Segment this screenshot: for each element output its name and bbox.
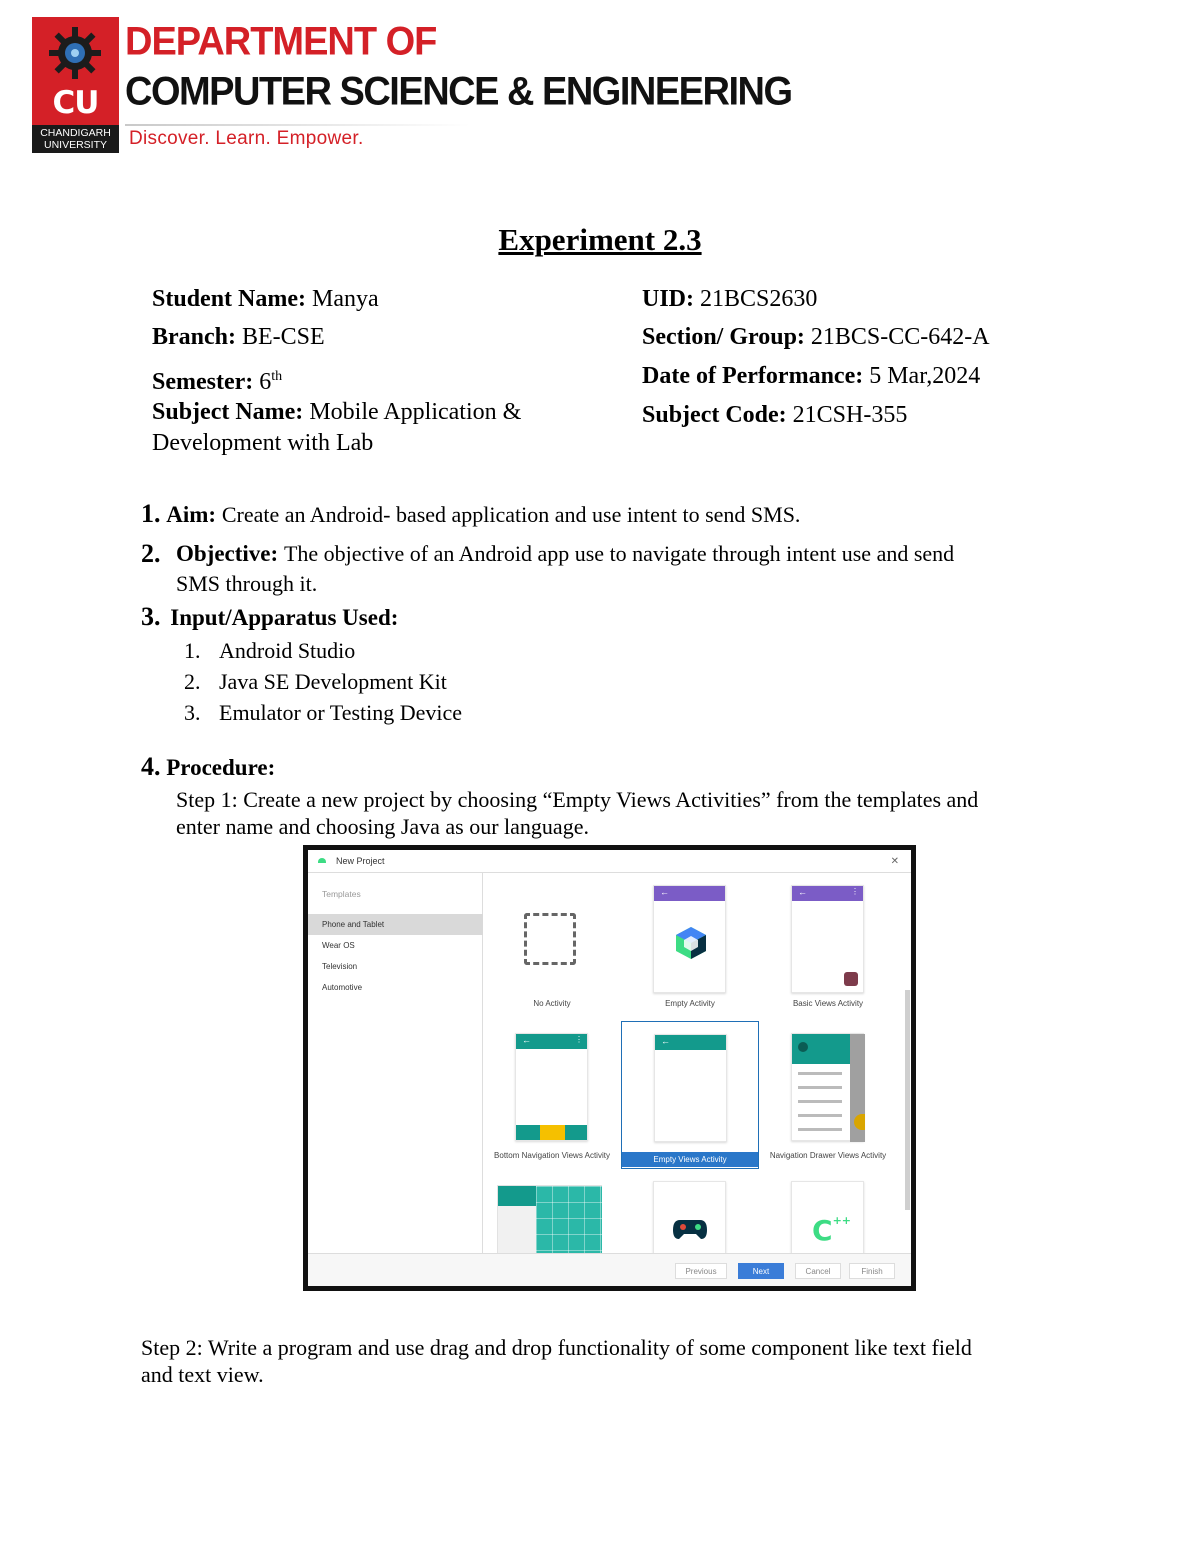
student-name-row — [152, 284, 379, 315]
semester-value: 6 — [259, 369, 272, 395]
aim-text: Create an Android- based application and use intent to send SMS. — [221, 502, 801, 527]
window-title-bar — [308, 850, 911, 873]
template-empty-activity[interactable] — [621, 873, 759, 1021]
tagline: Discover. Learn. Empower. — [129, 128, 364, 149]
subject-code-row — [642, 400, 907, 431]
semester-suffix: th — [271, 369, 283, 384]
objective-heading: Objective: — [176, 541, 279, 566]
drawer-avatar — [798, 1042, 808, 1052]
cancel-button[interactable]: Cancel — [795, 1263, 841, 1279]
university-logo — [32, 17, 119, 153]
app-bar — [654, 886, 725, 901]
template-navigation-drawer[interactable] — [759, 1021, 897, 1169]
list-item-number: 1. — [184, 638, 201, 663]
objective-section — [176, 539, 1066, 599]
dashed-square-icon — [524, 913, 576, 965]
list-item-number: 2. — [184, 669, 201, 694]
window-title: New Project — [336, 856, 385, 866]
back-arrow-icon: ← — [798, 887, 807, 897]
templates-sidebar — [308, 873, 483, 1253]
procedure-heading: Procedure: — [166, 755, 276, 780]
phone-preview — [791, 885, 864, 993]
apparatus-number: 3. — [141, 602, 161, 631]
gear-emblem-icon — [47, 25, 103, 81]
subject-code-label: Subject Code: — [642, 402, 787, 428]
objective-text-1: The objective of an Android app use to navigate through intent use and send — [283, 541, 955, 566]
student-name-label: Student Name: — [152, 286, 306, 312]
uid-value: 21BCS2630 — [700, 286, 818, 312]
list-item — [184, 669, 447, 695]
student-name-value: Manya — [312, 286, 379, 312]
template-label: No Activity — [533, 999, 571, 1008]
tagline-divider — [125, 124, 470, 126]
next-button[interactable]: Next — [738, 1263, 784, 1279]
step-1-line-2: enter name and choosing Java as our language. — [176, 814, 589, 839]
procedure-section — [141, 752, 275, 783]
gamepad-icon — [672, 1218, 708, 1240]
back-arrow-icon: ← — [661, 1036, 670, 1046]
objective-num: 2. — [141, 539, 161, 568]
template-label: Empty Activity — [665, 999, 715, 1008]
category-television[interactable]: Television — [322, 962, 358, 971]
template-no-activity[interactable] — [483, 873, 621, 1021]
app-bar — [516, 1034, 587, 1049]
subject-name-value-2: Development with Lab — [152, 430, 374, 456]
branch-label: Branch: — [152, 324, 236, 350]
template-label: Empty Views Activity — [622, 1152, 758, 1167]
templates-heading: Templates — [322, 889, 361, 899]
aim-section — [141, 499, 800, 530]
step-2-line-1: Step 2: Write a program and use drag and drop functionality of some component like text field — [141, 1335, 972, 1360]
date-label: Date of Performance: — [642, 363, 864, 389]
overflow-menu-icon: ⋮ — [851, 887, 859, 896]
objective-number — [141, 539, 161, 570]
grid-pattern — [536, 1186, 602, 1256]
aim-heading: Aim: — [166, 502, 217, 527]
step-1-text — [176, 786, 978, 840]
drawer-menu-lines — [798, 1072, 842, 1132]
list-item-text: Java SE Development Kit — [219, 669, 447, 694]
template-label: Bottom Navigation Views Activity — [494, 1151, 610, 1160]
department-line-2: COMPUTER SCIENCE & ENGINEERING — [125, 70, 792, 115]
bottom-nav-bar — [516, 1125, 587, 1140]
back-arrow-icon: ← — [660, 887, 669, 897]
fab-icon — [844, 972, 858, 986]
list-item-text: Android Studio — [219, 638, 356, 663]
template-label: Navigation Drawer Views Activity — [769, 1151, 887, 1160]
objective-text-2: SMS through it. — [176, 571, 318, 596]
phone-preview — [791, 1033, 864, 1141]
category-phone-tablet[interactable]: Phone and Tablet — [308, 914, 483, 935]
template-grid — [483, 873, 903, 1253]
section-label: Section/ Group: — [642, 324, 805, 350]
compose-logo-icon — [675, 926, 707, 960]
category-wear-os[interactable]: Wear OS — [322, 941, 355, 950]
step-2-line-2: and text view. — [141, 1362, 264, 1387]
aim-number: 1. — [141, 499, 161, 528]
template-basic-views-activity[interactable] — [759, 873, 897, 1021]
phone-preview — [654, 1034, 727, 1142]
subject-code-value: 21CSH-355 — [792, 402, 908, 428]
cpp-logo-icon: C++ — [812, 1214, 851, 1247]
experiment-title: Experiment 2.3 — [498, 222, 702, 257]
semester-label: Semester: — [152, 369, 254, 395]
branch-value: BE-CSE — [242, 324, 325, 350]
template-label: Basic Views Activity — [792, 999, 864, 1008]
date-row — [642, 361, 980, 392]
subject-name-value-1: Mobile Application & — [309, 399, 522, 425]
finish-button[interactable]: Finish — [849, 1263, 895, 1279]
app-bar — [792, 886, 863, 901]
apparatus-heading: Input/Apparatus Used: — [170, 605, 399, 630]
department-line-1: DEPARTMENT OF — [125, 20, 437, 65]
apparatus-section — [141, 602, 398, 633]
list-item-text: Emulator or Testing Device — [219, 700, 463, 725]
close-icon[interactable]: ✕ — [890, 856, 899, 867]
template-scrollbar[interactable] — [905, 990, 910, 1210]
list-item — [184, 638, 355, 664]
drawer-header — [792, 1034, 850, 1064]
template-empty-views-activity[interactable] — [621, 1021, 759, 1169]
wizard-footer — [308, 1253, 911, 1286]
uid-label: UID: — [642, 286, 694, 312]
phone-preview — [497, 1185, 602, 1255]
bottom-nav-selected — [540, 1125, 565, 1140]
phone-preview — [515, 1033, 588, 1141]
previous-button[interactable]: Previous — [675, 1263, 727, 1279]
app-bar — [498, 1186, 536, 1206]
procedure-number: 4. — [141, 752, 161, 781]
app-bar — [655, 1035, 726, 1050]
list-item-number: 3. — [184, 700, 201, 725]
category-automotive[interactable]: Automotive — [322, 983, 363, 992]
uid-row — [642, 284, 817, 315]
list-item — [184, 700, 462, 726]
android-icon — [318, 858, 326, 863]
subject-name-row — [152, 397, 521, 459]
phone-preview — [653, 885, 726, 993]
branch-row — [152, 322, 325, 353]
section-row — [642, 322, 990, 353]
semester-row — [152, 361, 282, 398]
step-1-line-1: Step 1: Create a new project by choosing “Empty Views Activities” from the templates and — [176, 787, 979, 812]
logo-university-text: CHANDIGARH UNIVERSITY — [32, 125, 119, 153]
new-project-screenshot — [303, 845, 916, 1291]
logo-cu-text: CU — [52, 85, 99, 121]
fab-icon — [854, 1114, 865, 1130]
back-arrow-icon: ← — [522, 1035, 531, 1045]
step-2-text — [141, 1334, 972, 1388]
overflow-menu-icon: ⋮ — [575, 1035, 583, 1044]
template-bottom-navigation[interactable] — [483, 1021, 621, 1169]
new-project-window — [308, 850, 911, 1286]
date-value: 5 Mar,2024 — [869, 363, 981, 389]
section-value: 21BCS-CC-642-A — [810, 324, 990, 350]
subject-name-label: Subject Name: — [152, 399, 304, 425]
